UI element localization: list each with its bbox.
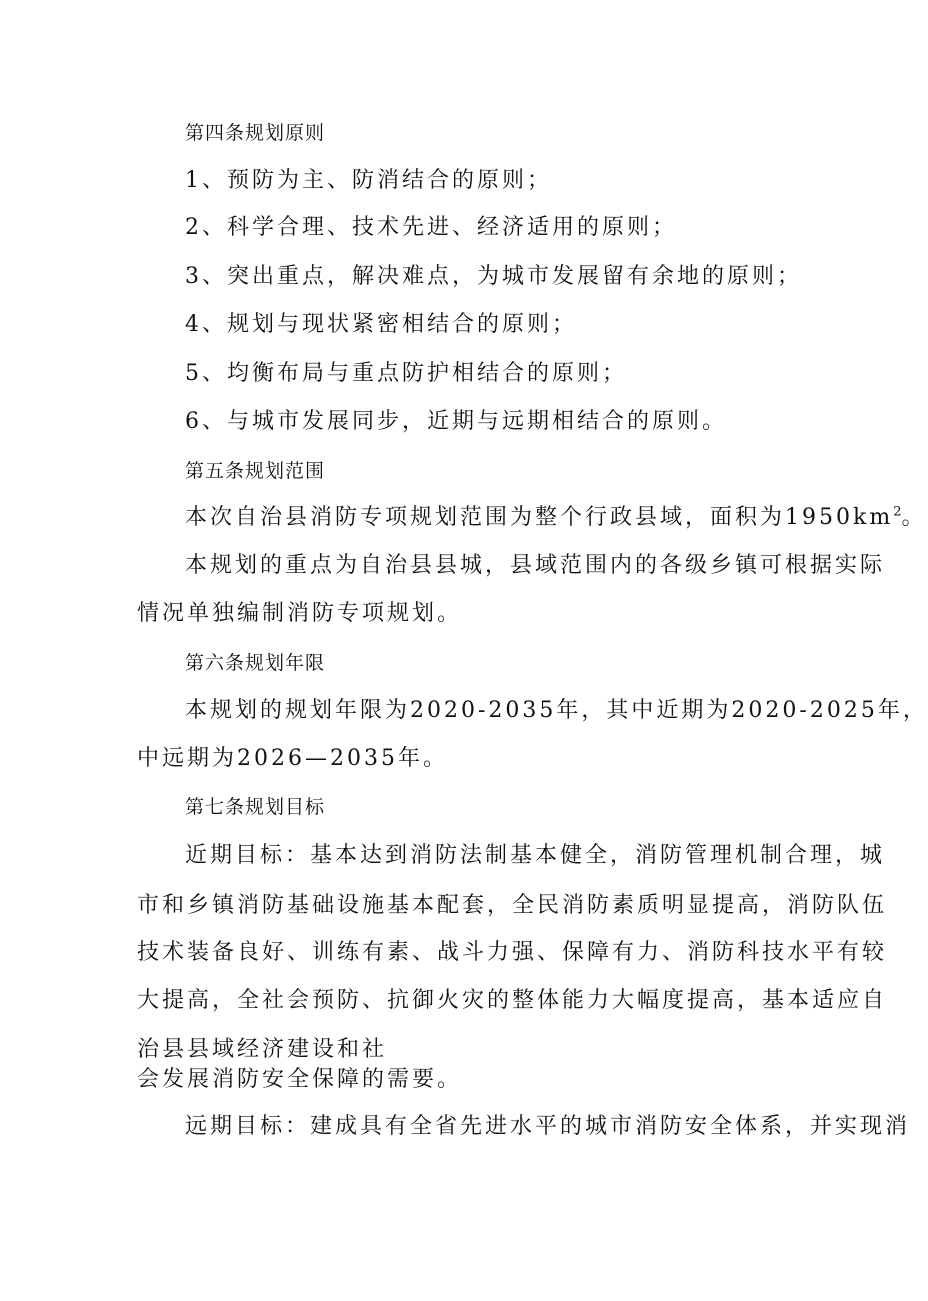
- article-7-heading: 第七条规划目标: [185, 796, 326, 818]
- area-unit-superscript: 2: [893, 504, 902, 520]
- principle-5: 5、均衡布局与重点防护相结合的原则；: [185, 361, 627, 386]
- near-goal-line-1: 近期目标：基本达到消防法制基本健全，消防管理机制合理，城: [185, 843, 886, 868]
- principle-4: 4、规划与现状紧密相结合的原则；: [185, 312, 577, 337]
- near-goal-line-3: 技术装备良好、训练有素、战斗力强、保障有力、消防科技水平有较: [137, 940, 888, 965]
- principle-1: 1、预防为主、防消结合的原则；: [185, 168, 552, 193]
- scope-text: 本次自治县消防专项规划范围为整个行政县域，面积为1950km: [185, 505, 894, 530]
- principle-6: 6、与城市发展同步，近期与远期相结合的原则。: [185, 409, 727, 434]
- far-goal-line-1: 远期目标：建成具有全省先进水平的城市消防安全体系，并实现消: [185, 1114, 911, 1139]
- term-paragraph-line-1: 本规划的规划年限为2020-2035年，其中近期为2020-2025年，: [185, 698, 928, 723]
- focus-paragraph-line-2: 情况单独编制消防专项规划。: [137, 601, 463, 626]
- near-goal-line-4: 大提高，全社会预防、抗御火灾的整体能力大幅度提高，基本适应自: [137, 988, 888, 1013]
- near-goal-line-6: 会发展消防安全保障的需要。: [137, 1067, 463, 1092]
- principle-3: 3、突出重点，解决难点，为城市发展留有余地的原则；: [185, 264, 802, 289]
- term-paragraph-line-2: 中远期为2026—2035年。: [137, 746, 448, 771]
- scope-paragraph: [185, 503, 926, 533]
- article-5-heading: 第五条规划范围: [185, 460, 326, 482]
- focus-paragraph-line-1: 本规划的重点为自治县县城，县域范围内的各级乡镇可根据实际: [185, 553, 886, 578]
- principle-2: 2、科学合理、技术先进、经济适用的原则；: [185, 215, 677, 240]
- scope-end: 。: [901, 505, 927, 530]
- article-6-heading: 第六条规划年限: [185, 652, 326, 674]
- near-goal-line-2: 市和乡镇消防基础设施基本配套，全民消防素质明显提高，消防队伍: [137, 893, 888, 918]
- near-goal-line-5: 治县县域经济建设和社: [137, 1037, 388, 1062]
- article-4-heading: 第四条规划原则: [185, 122, 326, 144]
